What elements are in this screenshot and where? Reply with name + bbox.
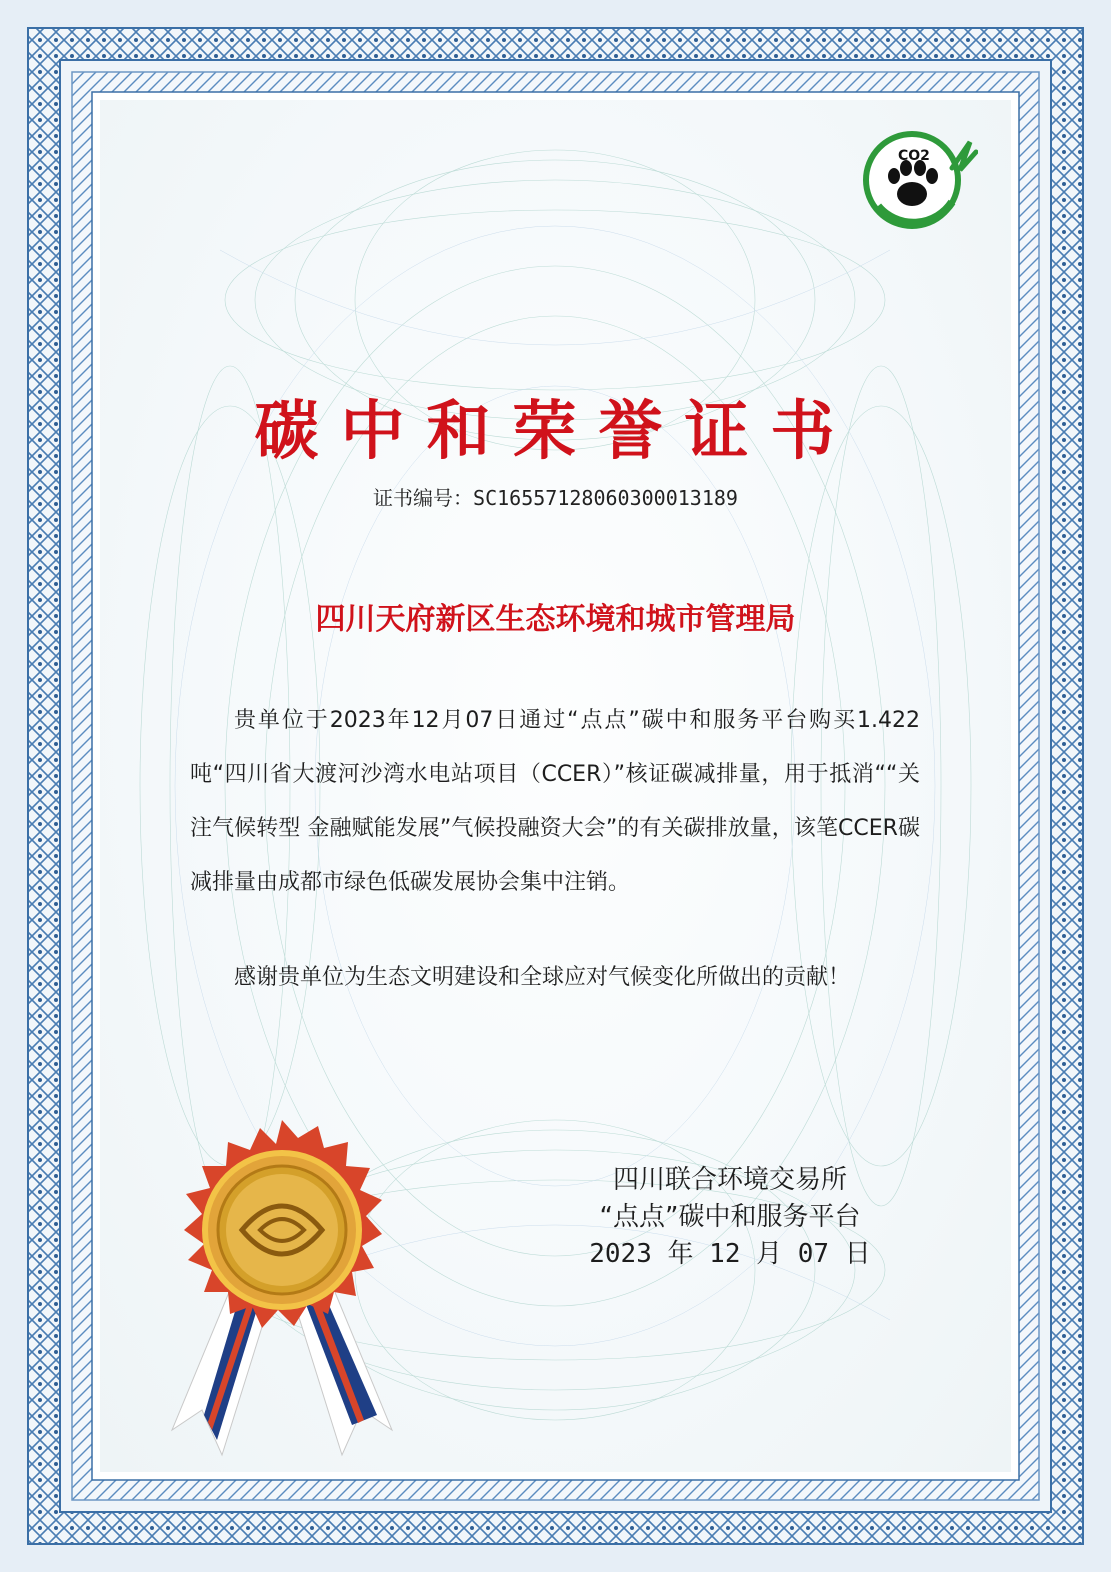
certificate-body-text: 贵单位于2023年12月07日通过“点点”碳中和服务平台购买1.422吨“四川省大渡河沙湾水电站项目（CCER）”核证碳减排量，用于抵消““关注气候转型 金融赋能发展”气候投融资大会”的有关碳排放量，该笔CCER碳减排量由成都市绿色低碳发展协会集中注销。 — [190, 708, 920, 895]
recipient-name: 四川天府新区生态环境和城市管理局 — [315, 602, 796, 637]
certificate-number-label: 证书编号： — [373, 486, 474, 510]
issuer-platform: “点点”碳中和服务平台 — [599, 1202, 861, 1232]
thanks-text: 感谢贵单位为生态文明建设和全球应对气候变化所做出的贡献！ — [234, 965, 851, 990]
paw-print-logo-icon — [860, 124, 978, 232]
award-seal-icon — [162, 1110, 402, 1460]
issuer-block — [560, 1162, 900, 1273]
certificate-title: 碳中和荣誉证书 — [254, 395, 857, 469]
svg-text:CO2: CO2 — [898, 148, 930, 164]
certificate-number — [0, 482, 1111, 511]
issue-date: 2023 年 12 月 07 日 — [589, 1239, 871, 1269]
issuer-name: 四川联合环境交易所 — [612, 1165, 847, 1195]
certificate-number-value: SC16557128060300013189 — [473, 486, 738, 510]
